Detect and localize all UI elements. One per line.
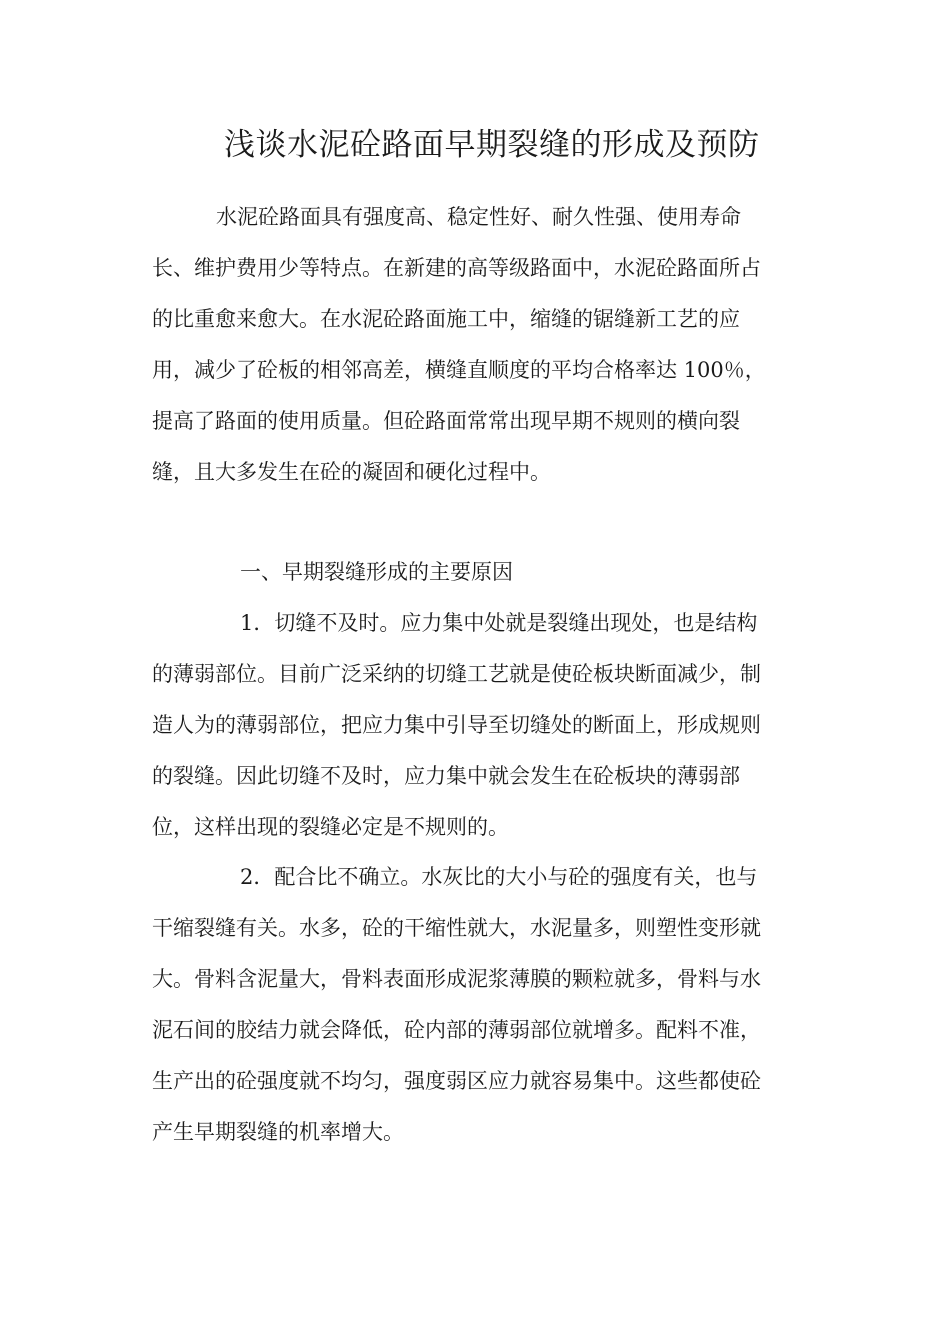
paragraph-line: 大。骨料含泥量大，骨料表面形成泥浆薄膜的颗粒就多，骨料与水: [152, 967, 761, 991]
section-heading: 一、早期裂缝形成的主要原因: [240, 560, 513, 584]
paragraph-line: 位，这样出现的裂缝必定是不规则的。: [152, 815, 509, 839]
intro-line: 的比重愈来愈大。在水泥砼路面施工中，缩缝的锯缝新工艺的应: [152, 307, 740, 331]
paragraph-line: 造人为的薄弱部位，把应力集中引导至切缝处的断面上，形成规则: [152, 713, 761, 737]
paragraph-cause-2: [152, 852, 802, 1158]
paragraph-line: 生产出的砼强度就不均匀，强度弱区应力就容易集中。这些都使砼: [152, 1069, 761, 1093]
paragraph-line: 的薄弱部位。目前广泛采纳的切缝工艺就是使砼板块断面减少，制: [152, 662, 761, 686]
paragraph-line: 1．切缝不及时。应力集中处就是裂缝出现处，也是结构: [240, 611, 758, 635]
intro-line: 用，减少了砼板的相邻高差，横缝直顺度的平均合格率达 100％，: [152, 358, 766, 382]
paragraph-line: 2．配合比不确立。水灰比的大小与砼的强度有关，也与: [240, 865, 758, 889]
paragraph-line: 干缩裂缝有关。水多，砼的干缩性就大，水泥量多，则塑性变形就: [152, 916, 761, 940]
paragraph-line: 的裂缝。因此切缝不及时，应力集中就会发生在砼板块的薄弱部: [152, 764, 740, 788]
paragraph-cause-1: [152, 598, 802, 853]
intro-paragraph: [152, 192, 802, 498]
intro-line: 提高了路面的使用质量。但砼路面常常出现早期不规则的横向裂: [152, 409, 740, 433]
intro-line: 长、维护费用少等特点。在新建的高等级路面中，水泥砼路面所占: [152, 256, 761, 280]
intro-line: 水泥砼路面具有强度高、稳定性好、耐久性强、使用寿命: [216, 205, 741, 229]
paragraph-line: 产生早期裂缝的机率增大。: [152, 1120, 404, 1144]
document-title: 浅谈水泥砼路面早期裂缝的形成及预防: [224, 127, 760, 163]
intro-line: 缝，且大多发生在砼的凝固和硬化过程中。: [152, 460, 551, 484]
paragraph-line: 泥石间的胶结力就会降低，砼内部的薄弱部位就增多。配料不准，: [152, 1018, 761, 1042]
